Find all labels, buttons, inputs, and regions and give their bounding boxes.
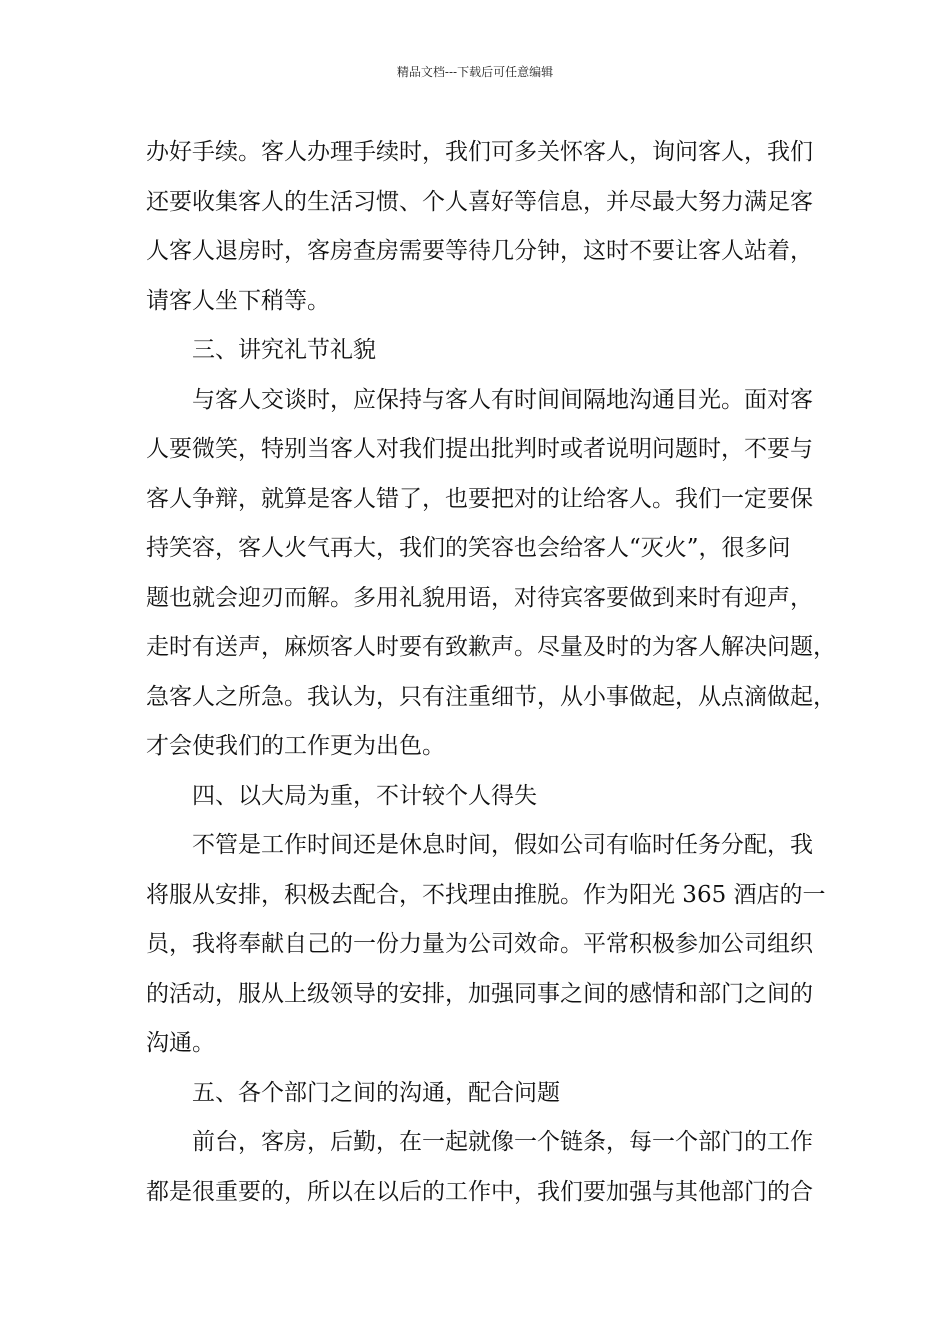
text-line: 请客人坐下稍等。 (146, 287, 330, 314)
text-line: 都是很重要的，所以在以后的工作中，我们要加强与其他部门的合 (146, 1178, 813, 1205)
text-line: 人客人退房时，客房查房需要等待几分钟，这时不要让客人站着， (146, 238, 813, 264)
text-line: 沟通。 (146, 1030, 215, 1056)
text-line: 题也就会迎刃而解。多用礼貌用语，对待宾客要做到来时有迎声， (146, 584, 813, 611)
text-line: 办好手续。客人办理手续时，我们可多关怀客人，询问客人，我们 (146, 139, 813, 165)
text-line: 才会使我们的工作更为出色。 (146, 733, 445, 759)
text-line: 与客人交谈时，应保持与客人有时间间隔地沟通目光。面对客 (192, 386, 813, 413)
section-heading: 四、以大局为重，不计较个人得失 (192, 782, 537, 809)
text-line: 人要微笑，特别当客人对我们提出批判时或者说明问题时，不要与 (146, 436, 813, 462)
page-header: 精品文档---下载后可任意编辑 (396, 65, 554, 79)
text-line: 还要收集客人的生活习惯、个人喜好等信息，并尽最大努力满足客 (146, 188, 813, 215)
text-line: 前台，客房，后勤，在一起就像一个链条，每一个部门的工作 (192, 1129, 813, 1155)
text-line: 急客人之所急。我认为，只有注重细节，从小事做起，从点滴做起， (146, 683, 836, 710)
text-line: 员，我将奉献自己的一份力量为公司效命。平常积极参加公司组织 (146, 931, 813, 957)
text-line: 走时有送声，麻烦客人时要有致歉声。尽量及时的为客人解决问题， (146, 634, 836, 660)
text-line: 的活动，服从上级领导的安排，加强同事之间的感情和部门之间的 (146, 980, 813, 1007)
section-heading: 三、讲究礼节礼貌 (192, 337, 376, 363)
section-heading: 五、各个部门之间的沟通，配合问题 (192, 1079, 560, 1106)
text-line: 客人争辩，就算是客人错了，也要把对的让给客人。我们一定要保 (146, 485, 813, 512)
document-body (146, 128, 836, 1217)
text-line: 持笑容，客人火气再大，我们的笑容也会给客人“灭火”，很多问 (146, 535, 791, 561)
text-line: 将服从安排，积极去配合，不找理由推脱。作为阳光 365 酒店的一 (146, 881, 826, 908)
text-line: 不管是工作时间还是休息时间，假如公司有临时任务分配，我 (192, 832, 813, 858)
